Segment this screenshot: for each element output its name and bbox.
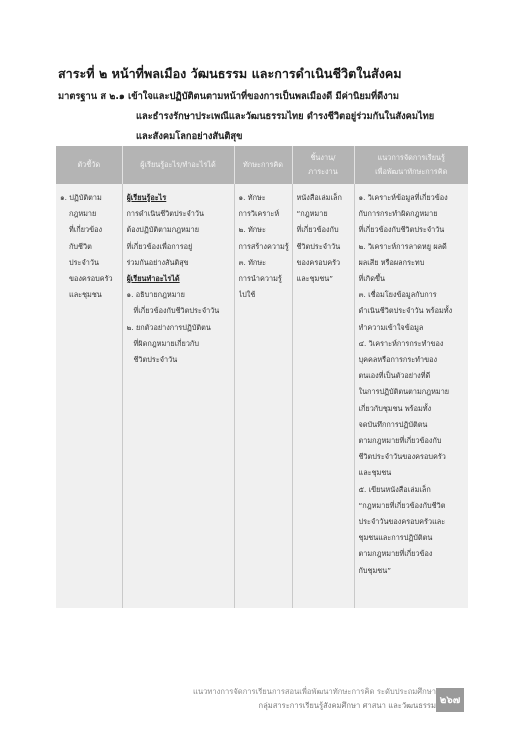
cell-line: ๒. วิเคราะห์การลาดหยู ผลดี [358, 241, 447, 251]
header-thinking-skill [234, 146, 292, 184]
standard-label: มาตรฐาน ส ๒.๑ [58, 91, 125, 102]
cell-thinking-skill [234, 184, 292, 608]
cell-line: ชีวิตประจำวัน [296, 241, 341, 251]
cell-line: ชุมชนและการปฏิบัติตน [358, 533, 433, 543]
cell-line: ที่เกี่ยวข้องกับ [296, 225, 339, 235]
cell-line: กับการกระทำผิดกฎหมาย [358, 209, 438, 219]
cell-line: “กฎหมาย [296, 209, 328, 219]
cell-heading: ผู้เรียนรู้อะไร [126, 193, 167, 202]
standard-block [58, 87, 478, 147]
cell-line: ๓. ทักษะ [238, 257, 267, 267]
cell-line: ตนเองที่เป็นตัวอย่างที่ดี [358, 371, 431, 381]
cell-line: ที่เกี่ยวข้อง [69, 225, 103, 235]
footer-subject-group: กลุ่มสาระการเรียนรู้สังคมศึกษา ศาสนา และวัฒนธรรม [258, 701, 436, 710]
header-text: ทักษะการคิด [242, 160, 283, 169]
cell-line: ในการปฏิบัติตนตามกฎหมาย [358, 387, 450, 397]
standard-line-3: และสังคมโลกอย่างสันติสุข [136, 131, 243, 142]
cell-line: ร่วมกันอย่างสันติสุข [126, 257, 189, 267]
cell-line: ๕. เขียนหนังสือเล่มเล็ก [358, 484, 431, 494]
cell-line: ของครอบครัว [69, 274, 113, 284]
cell-line: ดำเนินชีวิตประจำวัน พร้อมทั้ง [358, 306, 453, 316]
cell-line: ของครอบครัว [296, 257, 341, 267]
cell-line: การนำความรู้ [238, 274, 282, 284]
cell-line: ชีวิตประจำวันของครอบครัว [358, 452, 446, 462]
standard-line-2: และธำรงรักษาประเพณีและวัฒนธรรมไทย ดำรงชีวิตอยู่ร่วมกันในสังคมไทย [136, 111, 435, 122]
cell-indicator [56, 184, 122, 608]
cell-line: ทำความเข้าใจข้อมูล [358, 322, 424, 332]
table-row [56, 184, 468, 608]
header-learn [122, 146, 234, 184]
cell-line: ที่เกิดขึ้น [358, 274, 385, 284]
cell-line: ที่เกี่ยวข้องกับชีวิตประจำวัน [358, 225, 445, 235]
standard-line-1 [58, 87, 478, 107]
cell-line: ที่เกี่ยวข้องกับชีวิตประจำวัน [133, 306, 220, 316]
cell-line: ที่ผิดกฎหมายเกี่ยวกับ [133, 338, 199, 348]
cell-line: การวิเคราะห์ [238, 209, 280, 219]
header-text: ภาระงาน [308, 167, 338, 176]
cell-line: ๔. วิเคราะห์การกระทำของ [358, 338, 444, 348]
cell-line: ตามกฎหมายที่เกี่ยวข้องกับ [358, 436, 442, 446]
cell-line: และชุมชน [358, 468, 392, 478]
cell-line: ประจำวัน [69, 257, 99, 267]
cell-line: ไปใช้ [238, 290, 256, 300]
cell-line: ตามกฎหมายที่เกี่ยวข้อง [358, 549, 433, 559]
header-text: เพื่อพัฒนาทักษะการคิด [375, 167, 448, 176]
standard-text-1: เข้าใจและปฏิบัติตนตามหน้าที่ของการเป็นพลเมืองดี มีค่านิยมที่ดีงาม [128, 91, 399, 102]
header-text: ผู้เรียนรู้อะไร/ทำอะไรได้ [140, 160, 216, 169]
cell-line: ต้องปฏิบัติตามกฎหมาย [126, 225, 200, 235]
header-indicator [56, 146, 122, 184]
cell-line: บุคคลหรือการกระทำของ [358, 355, 438, 365]
cell-line: ประจำวันของครอบครัวและ [358, 517, 446, 527]
cell-line: ที่เกี่ยวข้องเพื่อการอยู่ [126, 241, 193, 251]
cell-line: ๒. ทักษะ [238, 225, 266, 235]
header-work [292, 146, 354, 184]
cell-line: การสร้างความรู้ [238, 241, 289, 251]
cell-work [292, 184, 354, 608]
cell-line: ผลเสีย หรือผลกระทบ [358, 257, 425, 267]
cell-line: ๑. ปฏิบัติตาม [60, 193, 102, 202]
cell-line: และชุมชน [69, 290, 102, 300]
cell-line: เกี่ยวกับชุมชน พร้อมทั้ง [358, 403, 432, 413]
cell-line: การดำเนินชีวิตประจำวัน [126, 209, 204, 219]
cell-line: “กฎหมายที่เกี่ยวข้องกับชีวิต [358, 500, 446, 510]
cell-line: หนังสือเล่มเล็ก [296, 193, 342, 202]
cell-line: ๑. ทักษะ [238, 193, 266, 202]
header-text: ชิ้นงาน/ [310, 153, 336, 162]
cell-line: ๑. อธิบายกฎหมาย [126, 290, 185, 300]
cell-line: ๒. ยกตัวอย่างการปฏิบัติตน [126, 322, 211, 332]
footer-description: แนวทางการจัดการเรียนการสอนเพื่อพัฒนาทักษะการคิด ระดับประถมศึกษา [193, 687, 436, 696]
header-approach [354, 146, 468, 184]
cell-line: กับชีวิต [69, 241, 92, 251]
cell-line: ๑. วิเคราะห์ข้อมูลที่เกี่ยวข้อง [358, 193, 448, 202]
cell-line: กฎหมาย [69, 209, 97, 219]
cell-heading: ผู้เรียนทำอะไรได้ [126, 274, 180, 284]
cell-line: กับชุมชน” [358, 565, 392, 575]
cell-line: ชีวิตประจำวัน [133, 355, 178, 365]
header-text: แนวการจัดการเรียนรู้ [377, 153, 445, 162]
curriculum-table [56, 146, 468, 608]
table-header-row [56, 146, 468, 184]
page-number: ๒๖๗ [436, 688, 464, 712]
cell-line: และชุมชน” [296, 274, 334, 284]
cell-line: ๓. เชื่อมโยงข้อมูลกับการ [358, 290, 437, 300]
cell-learn [122, 184, 234, 608]
cell-approach [354, 184, 468, 608]
cell-line: จดบันทึกการปฏิบัติตน [358, 419, 428, 429]
header-text: ตัวชี้วัด [77, 160, 101, 169]
section-title: สาระที่ ๒ หน้าที่พลเมือง วัฒนธรรม และการดำเนินชีวิตในสังคม [58, 66, 402, 81]
